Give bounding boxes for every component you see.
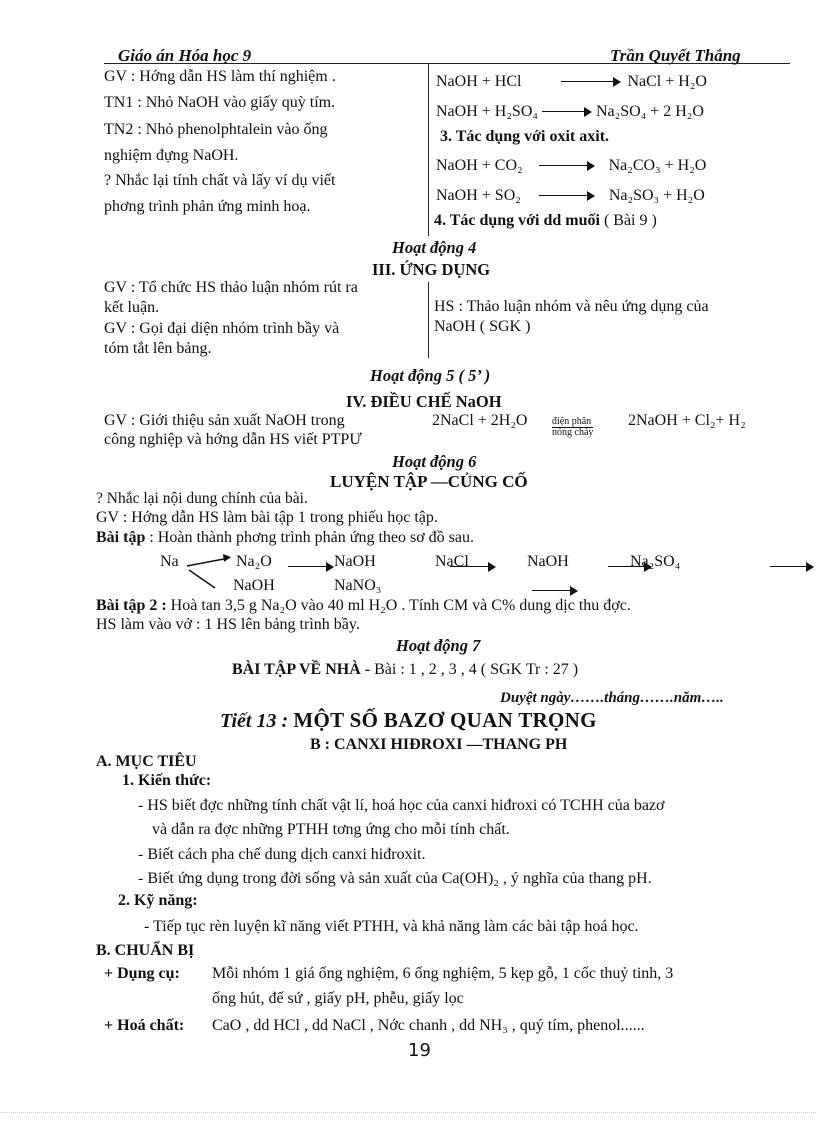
arrow-icon	[532, 586, 578, 596]
equation-naoh-so2	[436, 187, 705, 205]
arrow-icon	[539, 191, 595, 201]
exercise-label: Bài tập 2 :	[96, 597, 167, 614]
arrow-icon	[288, 562, 334, 572]
subheading-oxit-axit: 3. Tác dụng với oxit axit.	[440, 128, 610, 145]
chemicals-label	[104, 1017, 184, 1035]
exercise-2	[96, 597, 631, 615]
act5-left-line: GV : Giới thiệu sản xuất NaOH trong	[104, 412, 345, 429]
table1-left-line: nghiệm đựng NaOH.	[104, 147, 239, 164]
equation-naoh-co2	[436, 157, 706, 175]
subsection-ky-nang: 2. Kỹ năng:	[118, 892, 198, 909]
equation-reactants: NaOH + SO₂	[436, 187, 521, 204]
equation-products: NaCl + H₂O	[627, 73, 707, 90]
subheading-muoi	[434, 212, 657, 230]
activity-5-title: Hoạt động 5 ( 5’ )	[370, 366, 491, 385]
equation-naoh-hcl	[436, 73, 707, 91]
act4-left-line: kết luận.	[104, 299, 160, 316]
lesson-subtitle: B : CANXI HIĐROXI —THANG PH	[310, 736, 568, 753]
chain-naoh-branch: NaOH	[233, 577, 275, 594]
chain-na: Na	[160, 553, 179, 570]
equipment-label-text: + Dụng cụ:	[104, 965, 180, 982]
exercise-1	[96, 529, 474, 547]
act4-left-line: GV : Tổ chức HS thảo luận nhóm rút ra	[104, 279, 358, 296]
chemicals-label-text: + Hoá chất:	[104, 1017, 185, 1034]
header-author: Trần Quyết Thắng	[610, 46, 741, 65]
approval-line: Duyệt ngày…….tháng…….năm…..	[500, 690, 724, 706]
equation-reactants: NaOH + H₂SO₄	[436, 103, 538, 120]
activity-7-title: Hoạt động 7	[396, 636, 481, 655]
section-b: B. CHUẨN BỊ	[96, 942, 195, 959]
exercise-text: : Hoàn thành phơng trình phản ứng theo sơ đồ sau.	[145, 529, 475, 546]
section-ung-dung: III. ỨNG DỤNG	[372, 260, 491, 279]
condition-top: điện phân	[552, 417, 593, 428]
arrow-icon	[542, 107, 592, 117]
act6-line: GV : Hớng dẫn HS làm bài tập 1 trong phiếu học tập.	[96, 509, 438, 526]
homework-text: Bài : 1 , 2 , 3 , 4 ( SGK Tr : 27 )	[370, 661, 579, 678]
section-luyen-tap: LUYỆN TẬP —CỦNG CỐ	[330, 472, 528, 491]
page-number: 19	[408, 1040, 431, 1061]
condition-bottom: nóng chảy	[552, 427, 594, 438]
activity-6-title: Hoạt động 6	[392, 452, 477, 471]
act6-line: ? Nhắc lại nội dung chính của bài.	[96, 490, 308, 507]
homework-label: BÀI TẬP VỀ NHÀ -	[232, 661, 371, 678]
table-divider	[428, 282, 429, 358]
header-rule	[104, 63, 790, 64]
page-bottom-rule	[0, 1112, 816, 1113]
activity-4-title: Hoạt động 4	[392, 238, 477, 257]
section-dieu-che: IV. ĐIỀU CHẾ NaOH	[346, 392, 502, 411]
arrow-icon	[561, 77, 621, 87]
objective-item: - HS biết đợc những tính chất vật lí, hoá học của canxi hiđroxi có TCHH của bazơ	[138, 797, 665, 814]
header-subject: Giáo án Hóa học 9	[118, 46, 252, 65]
equation-products: Na₂CO₃ + H₂O	[608, 157, 707, 174]
equation-condition	[552, 417, 593, 438]
act5-left-line: công nghiệp và hớng dẫn HS viết PTPƯ	[104, 431, 362, 448]
exercise-2-line: HS làm vào vở : 1 HS lên bảng trình bầy.	[96, 616, 360, 633]
table-divider	[428, 64, 429, 236]
equation-reactants: NaOH + CO₂	[436, 157, 523, 174]
subsection-kien-thuc: 1. Kiến thức:	[122, 772, 212, 789]
exercise-label: Bài tập	[96, 529, 146, 546]
objective-item: và dẫn ra đợc những PTHH tơng ứng cho mỗi tính chất.	[152, 821, 510, 838]
objective-item: - Biết ứng dụng trong đời sống và sản xuất của Ca(OH)₂ , ý nghĩa của thang pH.	[138, 870, 652, 887]
chain-naoh: NaOH	[334, 553, 376, 570]
skill-item: - Tiếp tục rèn luyện kĩ năng viết PTHH, và khả năng làm các bài tập hoá học.	[144, 918, 639, 935]
chain-na2o: Na₂O	[236, 553, 272, 570]
lesson-name: MỘT SỐ BAZƠ QUAN TRỌNG	[293, 708, 597, 732]
exercise-text: Hoà tan 3,5 g Na₂O vào 40 ml H₂O . Tính CM và C% dung dịc thu đợc.	[166, 597, 631, 614]
equation-electrolysis-products: 2NaOH + Cl₂+ H₂	[628, 412, 746, 429]
subheading-note: ( Bài 9 )	[599, 212, 657, 229]
homework	[232, 661, 578, 679]
act4-left-line: tóm tắt lên bảng.	[104, 340, 212, 357]
act4-right-line: HS : Thảo luận nhóm và nêu ứng dụng của	[434, 298, 709, 315]
table1-left-line: phơng trình phản ứng minh hoạ.	[104, 198, 311, 215]
chain-nacl: NaCl	[435, 553, 469, 570]
table1-left-line: TN2 : Nhỏ phenolphtalein vào ống	[104, 121, 328, 138]
subheading-text: 4. Tác dụng với dd muối	[434, 212, 600, 229]
equation-reactants: NaOH + HCl	[436, 73, 522, 90]
act4-right-line: NaOH ( SGK )	[434, 318, 531, 335]
table1-left-line: TN1 : Nhỏ NaOH vào giấy quỳ tím.	[104, 94, 336, 111]
section-a: A. MỤC TIÊU	[96, 753, 197, 770]
table1-left-line: GV : Hớng dẫn HS làm thí nghiệm .	[104, 68, 336, 85]
equation-naoh-h2so4	[436, 103, 704, 121]
equation-electrolysis-reactants: 2NaCl + 2H₂O	[432, 412, 528, 429]
equation-products: Na₂SO₃ + H₂O	[608, 187, 705, 204]
chain-nano3: NaNO₃	[334, 577, 382, 594]
chain-naoh-2: NaOH	[527, 553, 569, 570]
chain-na2so4: Na₂SO₄	[630, 553, 681, 570]
equation-products: Na₂SO₄ + 2 H₂O	[595, 103, 704, 120]
lesson-title	[220, 708, 597, 733]
act4-left-line: GV : Gọi đại diện nhóm trình bầy và	[104, 320, 340, 337]
chain-branch-arrows	[185, 552, 235, 592]
equipment-line: ống hút, đế sứ , giấy pH, phễu, giấy lọc	[212, 990, 464, 1007]
equipment-line: Mỗi nhóm 1 giá ống nghiệm, 6 ống nghiệm, 5 kẹp gỗ, 1 cốc thuỷ tinh, 3	[212, 965, 674, 982]
arrow-icon	[770, 562, 814, 572]
chemicals-line: CaO , dd HCl , dd NaCl , Nớc chanh , dd NH₃ , quý tím, phenol......	[212, 1017, 645, 1034]
table1-left-line: ? Nhắc lại tính chất và lấy ví dụ viết	[104, 172, 336, 189]
objective-item: - Biết cách pha chế dung dịch canxi hiđroxit.	[138, 846, 426, 863]
equipment-label	[104, 965, 180, 983]
lesson-number: Tiết 13 :	[220, 710, 289, 732]
arrow-icon	[539, 161, 595, 171]
